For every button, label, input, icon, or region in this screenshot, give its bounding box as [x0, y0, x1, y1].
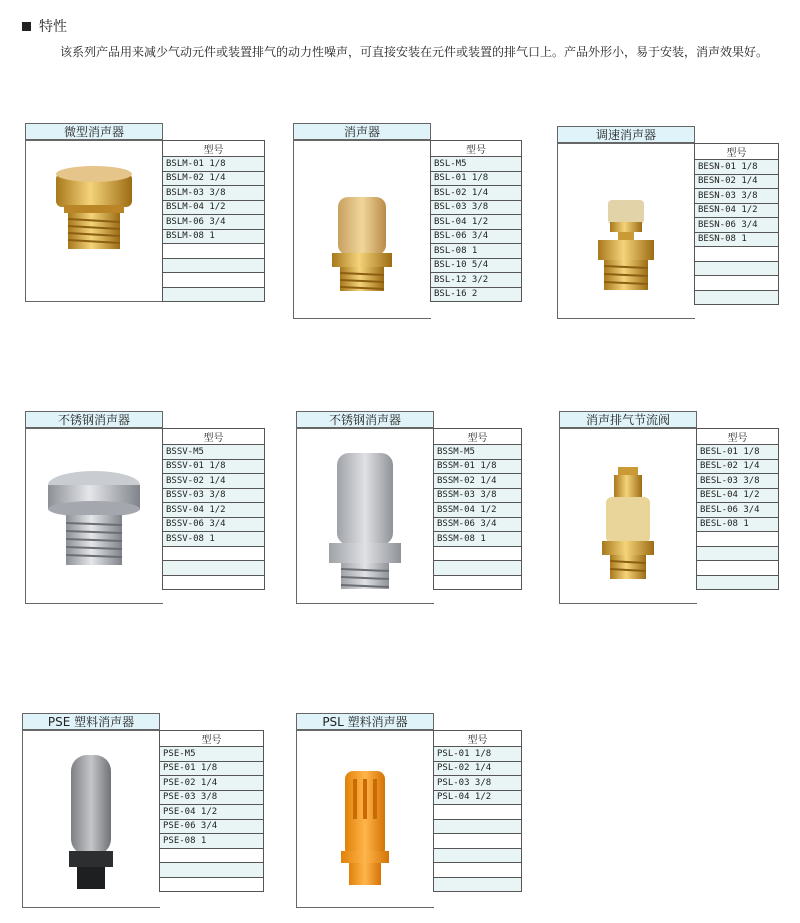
product-card-8	[296, 713, 522, 908]
table-cell	[163, 287, 265, 302]
table-cell: BSL-10 5/4	[431, 258, 522, 273]
table-cell: BSSM-01 1/8	[434, 459, 522, 474]
table-cell: PSL-04 1/2	[434, 790, 522, 805]
table-cell: BSL-03 3/8	[431, 200, 522, 215]
heading-text: 特性	[39, 19, 67, 35]
table-cell: BSL-01 1/8	[431, 171, 522, 186]
section-heading	[22, 16, 67, 36]
table-cell: PSL-03 3/8	[434, 776, 522, 791]
product-title: 不锈钢消声器	[296, 411, 434, 428]
product-card-1	[25, 123, 265, 319]
brass-mini-muffler-image	[25, 140, 163, 302]
table-cell: BESN-04 1/2	[695, 203, 779, 218]
table-header: 型号	[695, 144, 779, 160]
product-title: PSE 塑料消声器	[22, 713, 160, 730]
table-cell: BSSV-06 3/4	[163, 517, 265, 532]
table-cell: BSSV-08 1	[163, 532, 265, 547]
model-table	[433, 730, 522, 892]
table-cell: BSL-04 1/2	[431, 215, 522, 230]
table-cell: PSE-04 1/2	[160, 805, 264, 820]
table-cell: BSL-12 3/2	[431, 273, 522, 288]
table-cell	[434, 834, 522, 849]
product-title: 不锈钢消声器	[25, 411, 163, 428]
table-header: 型号	[434, 731, 522, 747]
product-card-7	[22, 713, 264, 908]
table-cell: BSSM-08 1	[434, 532, 522, 547]
table-cell	[695, 276, 779, 291]
exhaust-throttle-valve-image	[559, 428, 697, 604]
model-table	[159, 730, 264, 892]
table-cell: BESL-03 3/8	[697, 474, 779, 489]
table-cell: BSSV-01 1/8	[163, 459, 265, 474]
table-cell: BESL-02 1/4	[697, 459, 779, 474]
table-cell: BESL-01 1/8	[697, 445, 779, 460]
table-cell: BSSV-04 1/2	[163, 503, 265, 518]
table-cell: BESL-08 1	[697, 517, 779, 532]
table-cell: PSE-M5	[160, 747, 264, 762]
table-cell: BSLM-01 1/8	[163, 157, 265, 172]
table-cell: BSL-08 1	[431, 244, 522, 259]
product-title: 消声器	[293, 123, 431, 140]
table-cell: BSLM-04 1/2	[163, 200, 265, 215]
table-cell	[434, 863, 522, 878]
table-header: 型号	[163, 141, 265, 157]
table-header: 型号	[431, 141, 522, 157]
table-cell: BSSV-M5	[163, 445, 265, 460]
product-card-6	[559, 411, 779, 604]
table-cell: PSL-02 1/4	[434, 761, 522, 776]
table-header: 型号	[434, 429, 522, 445]
table-cell: BSL-16 2	[431, 287, 522, 302]
table-cell	[163, 258, 265, 273]
table-cell	[434, 848, 522, 863]
table-cell	[695, 247, 779, 262]
table-cell: BESN-02 1/4	[695, 174, 779, 189]
table-cell: BSSM-06 3/4	[434, 517, 522, 532]
table-cell: BESN-03 3/8	[695, 189, 779, 204]
table-cell	[163, 575, 265, 590]
table-cell: PSL-01 1/8	[434, 747, 522, 762]
table-header: 型号	[697, 429, 779, 445]
table-cell	[434, 575, 522, 590]
table-cell	[160, 863, 264, 878]
speed-muffler-image	[557, 143, 695, 319]
table-cell	[434, 819, 522, 834]
table-cell: BSSV-02 1/4	[163, 474, 265, 489]
table-cell: BSSM-M5	[434, 445, 522, 460]
model-table	[696, 428, 779, 590]
table-cell: PSE-08 1	[160, 834, 264, 849]
table-cell	[163, 546, 265, 561]
table-cell: BESL-04 1/2	[697, 488, 779, 503]
table-cell: BSSM-03 3/8	[434, 488, 522, 503]
steel-flat-muffler-image	[25, 428, 163, 604]
table-cell	[434, 877, 522, 892]
table-cell: BSSM-04 1/2	[434, 503, 522, 518]
product-title: PSL 塑料消声器	[296, 713, 434, 730]
table-cell	[697, 532, 779, 547]
table-cell	[434, 546, 522, 561]
model-table	[162, 140, 265, 302]
table-header: 型号	[160, 731, 264, 747]
table-cell: BSSV-03 3/8	[163, 488, 265, 503]
table-cell	[695, 290, 779, 305]
table-cell	[697, 575, 779, 590]
table-cell	[163, 273, 265, 288]
table-cell	[697, 561, 779, 576]
table-cell	[163, 244, 265, 259]
brass-muffler-image	[293, 140, 431, 319]
table-cell	[160, 848, 264, 863]
table-cell: BSSM-02 1/4	[434, 474, 522, 489]
table-cell	[697, 546, 779, 561]
model-table	[433, 428, 522, 590]
table-cell: BSLM-02 1/4	[163, 171, 265, 186]
product-card-5	[296, 411, 522, 604]
product-title: 消声排气节流阀	[559, 411, 697, 428]
table-cell: PSE-06 3/4	[160, 819, 264, 834]
product-card-4	[25, 411, 265, 604]
model-table	[694, 143, 779, 305]
table-cell	[160, 877, 264, 892]
intro-paragraph: 该系列产品用来减少气动元件或装置排气的动力性噪声，可直接安装在元件或装置的排气口上。产品外形小，易于安装，消声效果好。	[60, 45, 769, 59]
table-cell: BSL-M5	[431, 157, 522, 172]
model-table	[430, 140, 522, 302]
product-card-3	[557, 126, 779, 319]
table-cell	[434, 805, 522, 820]
product-card-2	[293, 123, 522, 319]
bullet-square-icon	[22, 22, 31, 31]
table-cell: PSE-02 1/4	[160, 776, 264, 791]
product-title: 调速消声器	[557, 126, 695, 143]
table-cell: PSE-01 1/8	[160, 761, 264, 776]
plastic-pse-muffler-image	[22, 730, 160, 908]
table-cell: BESN-01 1/8	[695, 160, 779, 175]
table-header: 型号	[163, 429, 265, 445]
table-cell: PSE-03 3/8	[160, 790, 264, 805]
product-title: 微型消声器	[25, 123, 163, 140]
table-cell: BSLM-03 3/8	[163, 186, 265, 201]
table-cell: BESL-06 3/4	[697, 503, 779, 518]
table-cell: BSLM-08 1	[163, 229, 265, 244]
table-cell	[434, 561, 522, 576]
table-cell: BSL-06 3/4	[431, 229, 522, 244]
table-cell	[163, 561, 265, 576]
table-cell	[695, 261, 779, 276]
table-cell: BESN-06 3/4	[695, 218, 779, 233]
table-cell: BSL-02 1/4	[431, 186, 522, 201]
steel-muffler-image	[296, 428, 434, 604]
model-table	[162, 428, 265, 590]
table-cell: BESN-08 1	[695, 232, 779, 247]
plastic-psl-muffler-image	[296, 730, 434, 908]
table-cell: BSLM-06 3/4	[163, 215, 265, 230]
